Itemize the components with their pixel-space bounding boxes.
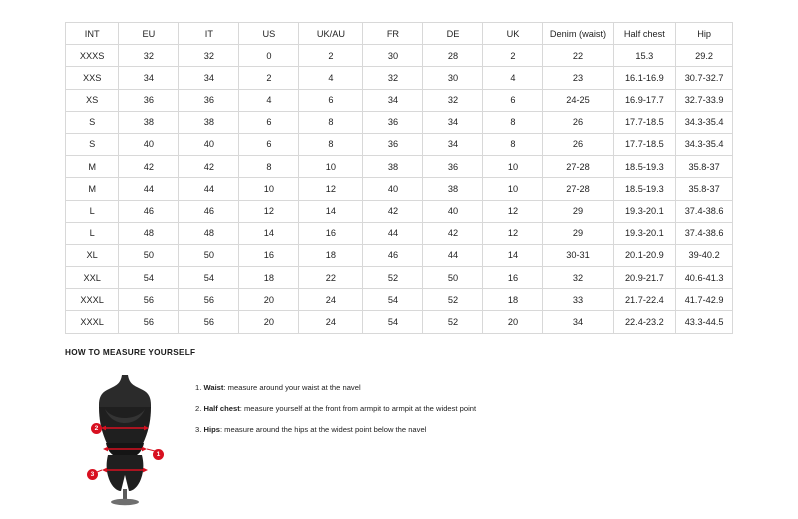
cell-fr: 34 (363, 89, 423, 111)
column-header-us: US (239, 23, 299, 45)
cell-fr: 30 (363, 45, 423, 67)
measure-item-lead: Half chest (203, 403, 240, 413)
cell-half-chest: 21.7-22.4 (613, 289, 676, 311)
cell-hip: 41.7-42.9 (676, 289, 733, 311)
cell-it: 36 (179, 89, 239, 111)
cell-hip: 35.8-37 (676, 156, 733, 178)
measure-item-index: 3. (195, 424, 202, 434)
cell-denim-waist: 26 (543, 133, 613, 155)
cell-hip: 35.8-37 (676, 178, 733, 200)
measure-badge-2: 2 (91, 423, 102, 434)
cell-eu: 46 (119, 200, 179, 222)
cell-eu: 34 (119, 67, 179, 89)
cell-uk: 8 (483, 111, 543, 133)
cell-uk-au: 18 (299, 244, 363, 266)
cell-eu: 42 (119, 156, 179, 178)
cell-denim-waist: 22 (543, 45, 613, 67)
measure-item-text: : measure around your waist at the navel (223, 383, 361, 392)
column-header-uk-au: UK/AU (299, 23, 363, 45)
table-row (66, 45, 733, 67)
column-header-fr: FR (363, 23, 423, 45)
cell-half-chest: 17.7-18.5 (613, 111, 676, 133)
table-row (66, 244, 733, 266)
cell-fr: 42 (363, 200, 423, 222)
cell-eu: 56 (119, 311, 179, 333)
cell-eu: 48 (119, 222, 179, 244)
cell-int: XXXS (66, 45, 119, 67)
cell-denim-waist: 30-31 (543, 244, 613, 266)
how-to-measure-section (65, 348, 735, 506)
cell-uk: 8 (483, 133, 543, 155)
measure-item-text: : measure around the hips at the widest point below the navel (219, 424, 427, 434)
cell-uk: 6 (483, 89, 543, 111)
cell-uk: 14 (483, 244, 543, 266)
cell-it: 48 (179, 222, 239, 244)
column-header-eu: EU (119, 23, 179, 45)
cell-fr: 40 (363, 178, 423, 200)
cell-us: 6 (239, 111, 299, 133)
cell-de: 52 (423, 311, 483, 333)
cell-uk: 10 (483, 156, 543, 178)
cell-denim-waist: 26 (543, 111, 613, 133)
cell-hip: 40.6-41.3 (676, 267, 733, 289)
cell-de: 28 (423, 45, 483, 67)
cell-de: 34 (423, 111, 483, 133)
cell-uk: 2 (483, 45, 543, 67)
cell-it: 32 (179, 45, 239, 67)
cell-us: 14 (239, 222, 299, 244)
cell-it: 50 (179, 244, 239, 266)
cell-denim-waist: 34 (543, 311, 613, 333)
how-to-measure-body (65, 371, 735, 506)
cell-half-chest: 19.3-20.1 (613, 222, 676, 244)
cell-it: 56 (179, 311, 239, 333)
cell-de: 34 (423, 133, 483, 155)
cell-us: 4 (239, 89, 299, 111)
table-row (66, 267, 733, 289)
cell-eu: 32 (119, 45, 179, 67)
cell-it: 56 (179, 289, 239, 311)
cell-fr: 46 (363, 244, 423, 266)
cell-de: 38 (423, 178, 483, 200)
cell-half-chest: 18.5-19.3 (613, 156, 676, 178)
cell-us: 20 (239, 289, 299, 311)
cell-half-chest: 20.9-21.7 (613, 267, 676, 289)
cell-uk-au: 16 (299, 222, 363, 244)
cell-denim-waist: 29 (543, 222, 613, 244)
cell-it: 46 (179, 200, 239, 222)
cell-uk-au: 24 (299, 311, 363, 333)
cell-denim-waist: 29 (543, 200, 613, 222)
cell-fr: 54 (363, 289, 423, 311)
cell-fr: 36 (363, 133, 423, 155)
cell-de: 44 (423, 244, 483, 266)
table-row (66, 67, 733, 89)
cell-half-chest: 20.1-20.9 (613, 244, 676, 266)
cell-de: 32 (423, 89, 483, 111)
cell-eu: 40 (119, 133, 179, 155)
size-chart-table (65, 22, 733, 334)
cell-uk-au: 2 (299, 45, 363, 67)
cell-uk: 20 (483, 311, 543, 333)
cell-int: XXS (66, 67, 119, 89)
cell-hip: 30.7-32.7 (676, 67, 733, 89)
cell-uk-au: 8 (299, 133, 363, 155)
cell-uk-au: 12 (299, 178, 363, 200)
cell-us: 20 (239, 311, 299, 333)
cell-denim-waist: 23 (543, 67, 613, 89)
list-item (195, 425, 476, 435)
cell-de: 42 (423, 222, 483, 244)
cell-eu: 44 (119, 178, 179, 200)
cell-uk-au: 8 (299, 111, 363, 133)
table-row (66, 178, 733, 200)
cell-us: 12 (239, 200, 299, 222)
measure-item-lead: Waist (203, 383, 224, 392)
measure-instructions-list (195, 383, 476, 446)
table-row (66, 289, 733, 311)
cell-int: S (66, 111, 119, 133)
cell-half-chest: 17.7-18.5 (613, 133, 676, 155)
cell-half-chest: 19.3-20.1 (613, 200, 676, 222)
cell-int: L (66, 200, 119, 222)
cell-de: 40 (423, 200, 483, 222)
cell-denim-waist: 24-25 (543, 89, 613, 111)
cell-int: L (66, 222, 119, 244)
cell-it: 54 (179, 267, 239, 289)
cell-int: M (66, 178, 119, 200)
cell-hip: 37.4-38.6 (676, 222, 733, 244)
cell-uk: 4 (483, 67, 543, 89)
column-header-it: IT (179, 23, 239, 45)
column-header-hip: Hip (676, 23, 733, 45)
cell-uk: 18 (483, 289, 543, 311)
cell-us: 6 (239, 133, 299, 155)
list-item (195, 404, 476, 414)
measure-badge-3: 3 (87, 469, 98, 480)
cell-hip: 34.3-35.4 (676, 133, 733, 155)
cell-hip: 37.4-38.6 (676, 200, 733, 222)
table-row (66, 200, 733, 222)
cell-us: 16 (239, 244, 299, 266)
column-header-de: DE (423, 23, 483, 45)
cell-fr: 36 (363, 111, 423, 133)
cell-us: 8 (239, 156, 299, 178)
cell-hip: 43.3-44.5 (676, 311, 733, 333)
measure-item-index: 1. (195, 383, 202, 392)
column-header-int: INT (66, 23, 119, 45)
cell-denim-waist: 27-28 (543, 178, 613, 200)
cell-fr: 44 (363, 222, 423, 244)
cell-uk: 10 (483, 178, 543, 200)
cell-half-chest: 18.5-19.3 (613, 178, 676, 200)
cell-uk-au: 6 (299, 89, 363, 111)
cell-uk-au: 24 (299, 289, 363, 311)
cell-de: 30 (423, 67, 483, 89)
cell-it: 44 (179, 178, 239, 200)
cell-int: XXXL (66, 311, 119, 333)
measure-item-index: 2. (195, 403, 202, 413)
cell-eu: 54 (119, 267, 179, 289)
cell-uk: 12 (483, 222, 543, 244)
cell-us: 0 (239, 45, 299, 67)
cell-uk-au: 10 (299, 156, 363, 178)
table-row (66, 89, 733, 111)
table-row (66, 156, 733, 178)
cell-de: 36 (423, 156, 483, 178)
cell-uk: 16 (483, 267, 543, 289)
column-header-half-chest: Half chest (613, 23, 676, 45)
cell-int: XXL (66, 267, 119, 289)
measure-badge-1: 1 (153, 449, 164, 460)
cell-hip: 29.2 (676, 45, 733, 67)
cell-denim-waist: 33 (543, 289, 613, 311)
cell-eu: 56 (119, 289, 179, 311)
cell-hip: 34.3-35.4 (676, 111, 733, 133)
list-item (195, 383, 476, 393)
column-header-uk: UK (483, 23, 543, 45)
cell-uk: 12 (483, 200, 543, 222)
cell-fr: 38 (363, 156, 423, 178)
cell-half-chest: 16.9-17.7 (613, 89, 676, 111)
cell-half-chest: 22.4-23.2 (613, 311, 676, 333)
cell-int: XS (66, 89, 119, 111)
cell-int: M (66, 156, 119, 178)
mannequin-figure (65, 371, 185, 506)
cell-de: 52 (423, 289, 483, 311)
table-row (66, 222, 733, 244)
cell-fr: 54 (363, 311, 423, 333)
table-row (66, 311, 733, 333)
cell-denim-waist: 27-28 (543, 156, 613, 178)
cell-uk-au: 22 (299, 267, 363, 289)
cell-eu: 36 (119, 89, 179, 111)
cell-us: 18 (239, 267, 299, 289)
cell-hip: 39-40.2 (676, 244, 733, 266)
cell-us: 2 (239, 67, 299, 89)
cell-denim-waist: 32 (543, 267, 613, 289)
measure-item-text: : measure yourself at the front from armpit to armpit at the widest point (239, 403, 477, 413)
table-header-row (66, 23, 733, 45)
cell-fr: 32 (363, 67, 423, 89)
cell-it: 42 (179, 156, 239, 178)
cell-int: S (66, 133, 119, 155)
table-row (66, 111, 733, 133)
cell-us: 10 (239, 178, 299, 200)
cell-half-chest: 16.1-16.9 (613, 67, 676, 89)
column-header-denim-waist: Denim (waist) (543, 23, 613, 45)
cell-it: 40 (179, 133, 239, 155)
cell-eu: 38 (119, 111, 179, 133)
table-row (66, 133, 733, 155)
cell-eu: 50 (119, 244, 179, 266)
cell-int: XL (66, 244, 119, 266)
cell-uk-au: 14 (299, 200, 363, 222)
mannequin-illustration (65, 371, 185, 506)
table-body (66, 45, 733, 333)
cell-de: 50 (423, 267, 483, 289)
cell-uk-au: 4 (299, 67, 363, 89)
size-chart-container (65, 22, 733, 334)
cell-half-chest: 15.3 (613, 45, 676, 67)
cell-hip: 32.7-33.9 (676, 89, 733, 111)
measure-item-lead: Hips (203, 424, 220, 434)
cell-it: 34 (179, 67, 239, 89)
cell-it: 38 (179, 111, 239, 133)
cell-fr: 52 (363, 267, 423, 289)
how-to-measure-title: HOW TO MEASURE YOURSELF (65, 348, 196, 357)
cell-int: XXXL (66, 289, 119, 311)
